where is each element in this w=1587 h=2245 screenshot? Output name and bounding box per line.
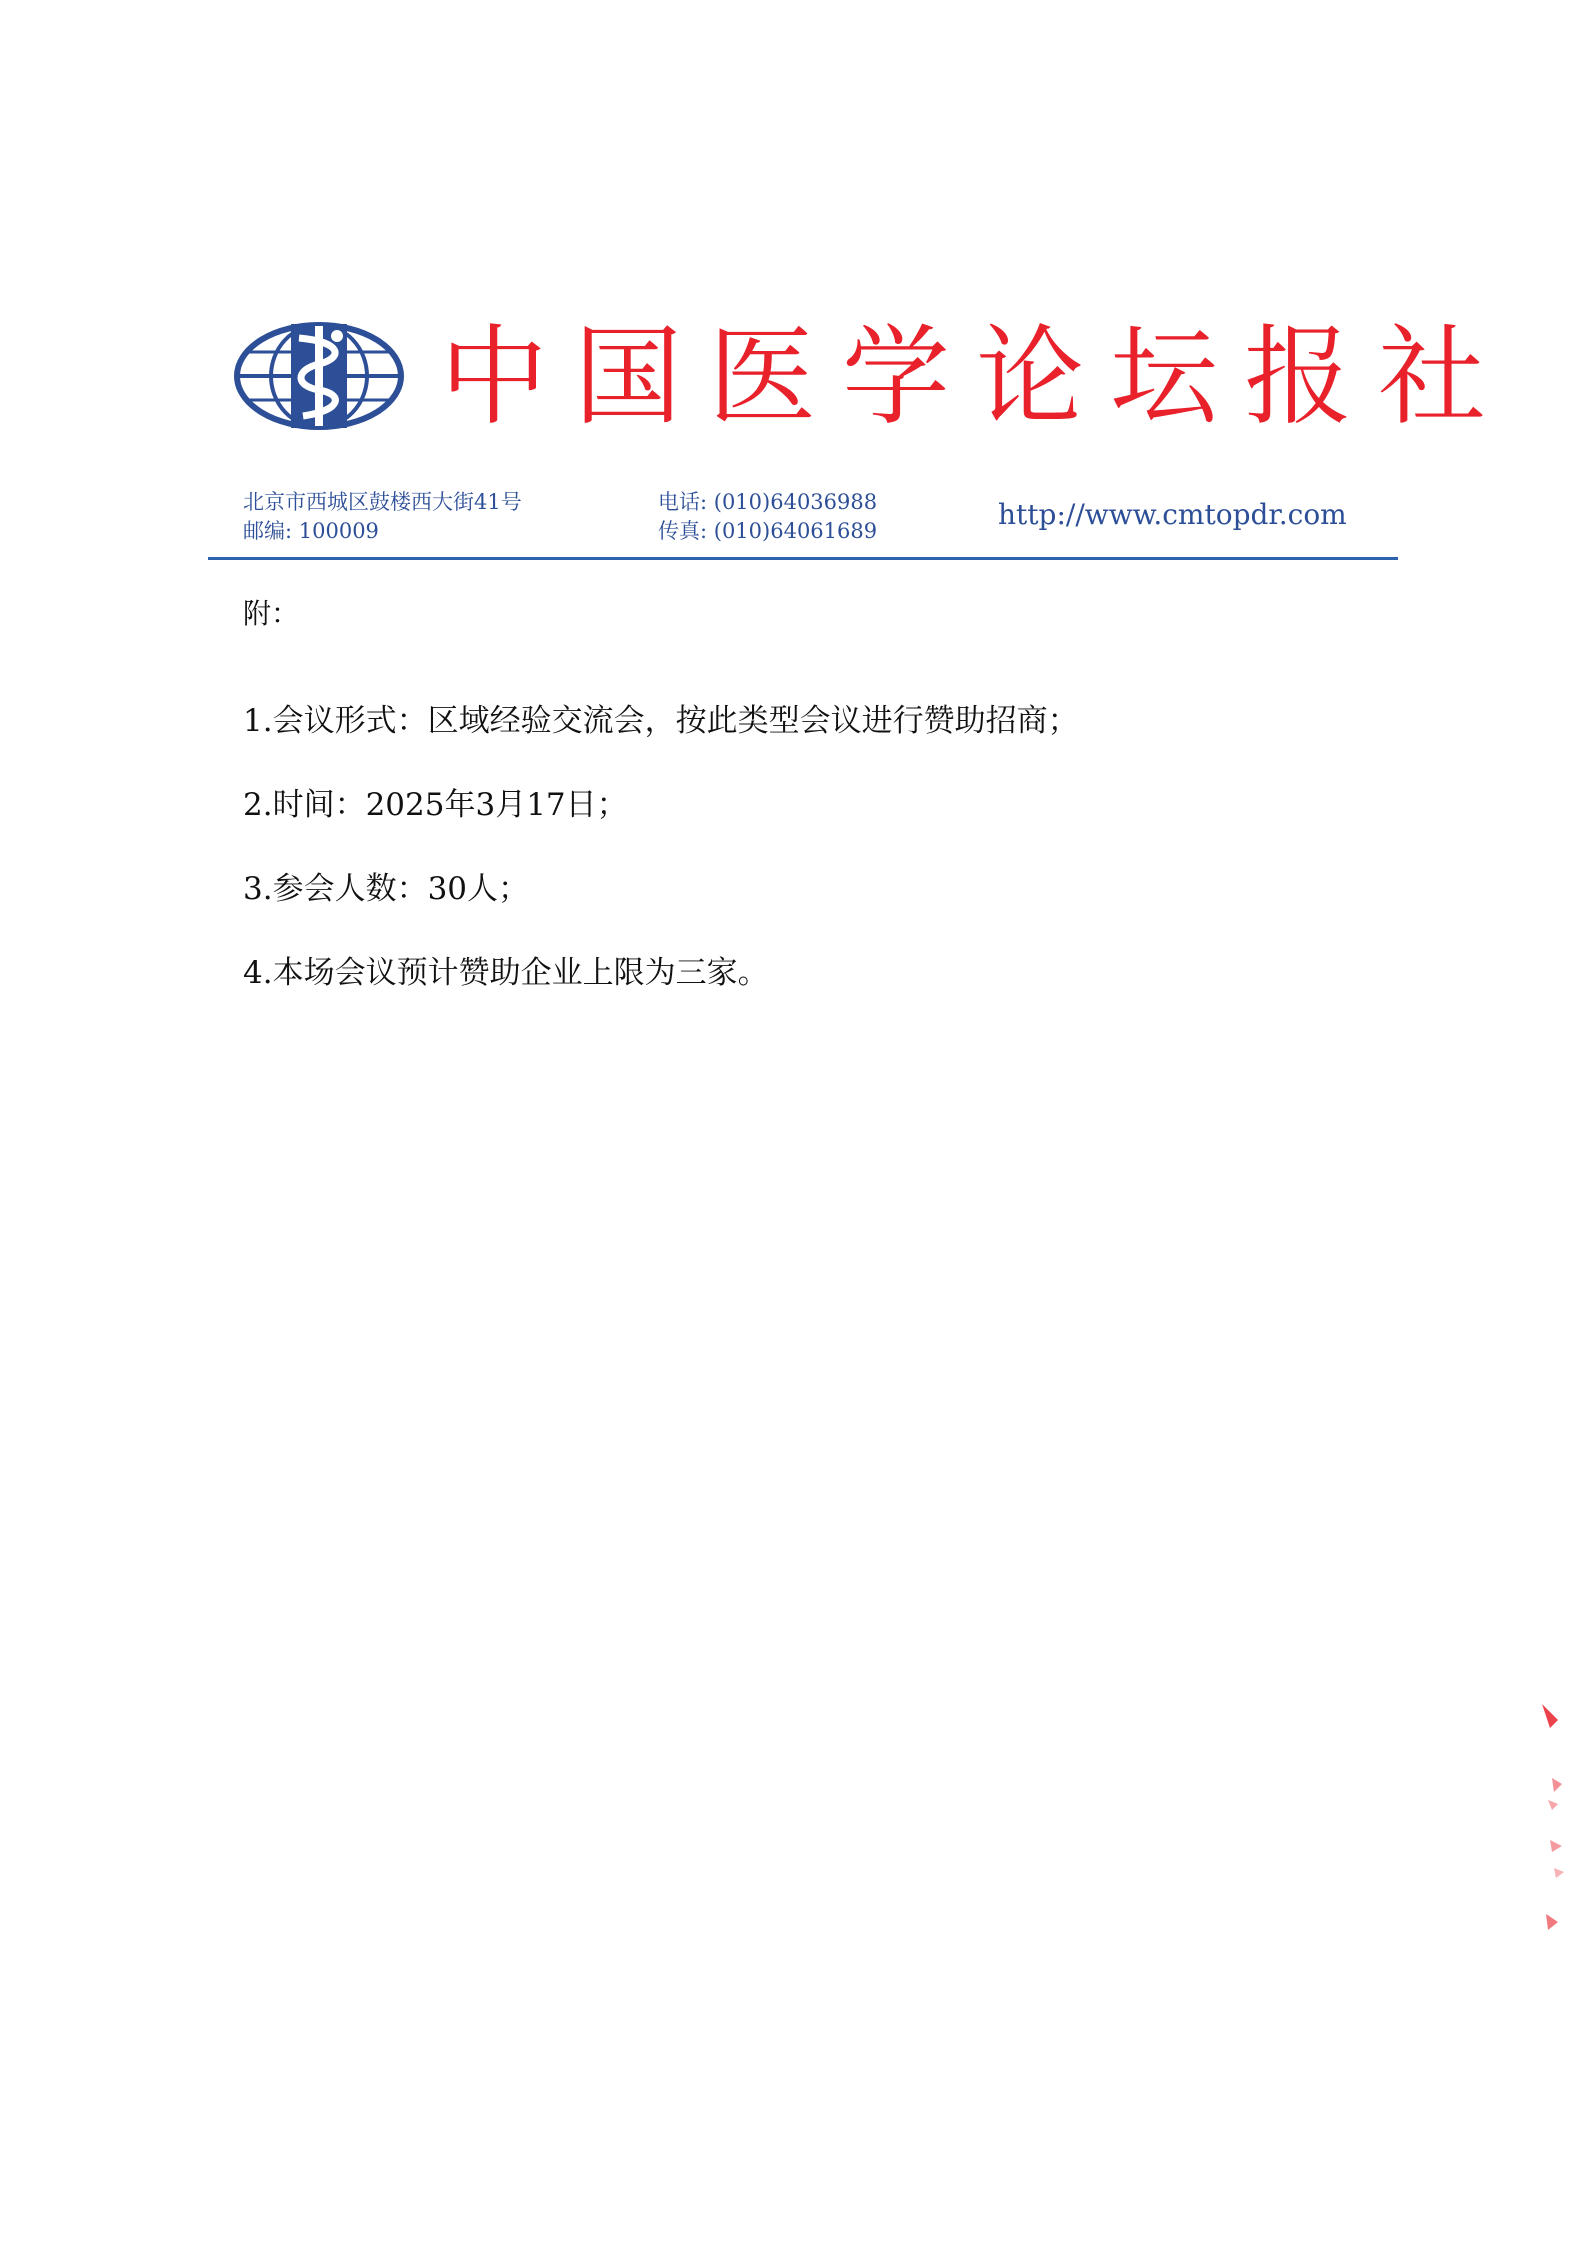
- phone-line: 电话: (010)64036988: [658, 490, 878, 514]
- organization-name: 中国医学论坛报社: [440, 315, 1513, 440]
- postcode-line: 邮编: 100009: [243, 519, 379, 543]
- caduceus-globe-icon: [233, 320, 405, 432]
- address-block: [243, 488, 522, 546]
- header-divider: [208, 557, 1398, 560]
- list-item: 3.参会人数：30人；: [243, 871, 530, 907]
- address-line: 北京市西城区鼓楼西大街41号: [243, 490, 522, 514]
- attachment-label: 附：: [243, 597, 300, 630]
- attachment-items: [243, 700, 1343, 1036]
- list-item: 2.时间：2025年3月17日；: [243, 787, 628, 823]
- list-item: 1.会议形式：区域经验交流会，按此类型会议进行赞助招商；: [243, 703, 1079, 739]
- list-item: 4.本场会议预计赞助企业上限为三家。: [243, 955, 769, 991]
- fax-line: 传真: (010)64061689: [658, 519, 878, 543]
- website-link[interactable]: http://www.cmtopdr.com: [998, 498, 1347, 531]
- phone-block: [658, 488, 877, 546]
- seal-fragment: [1538, 1700, 1578, 1940]
